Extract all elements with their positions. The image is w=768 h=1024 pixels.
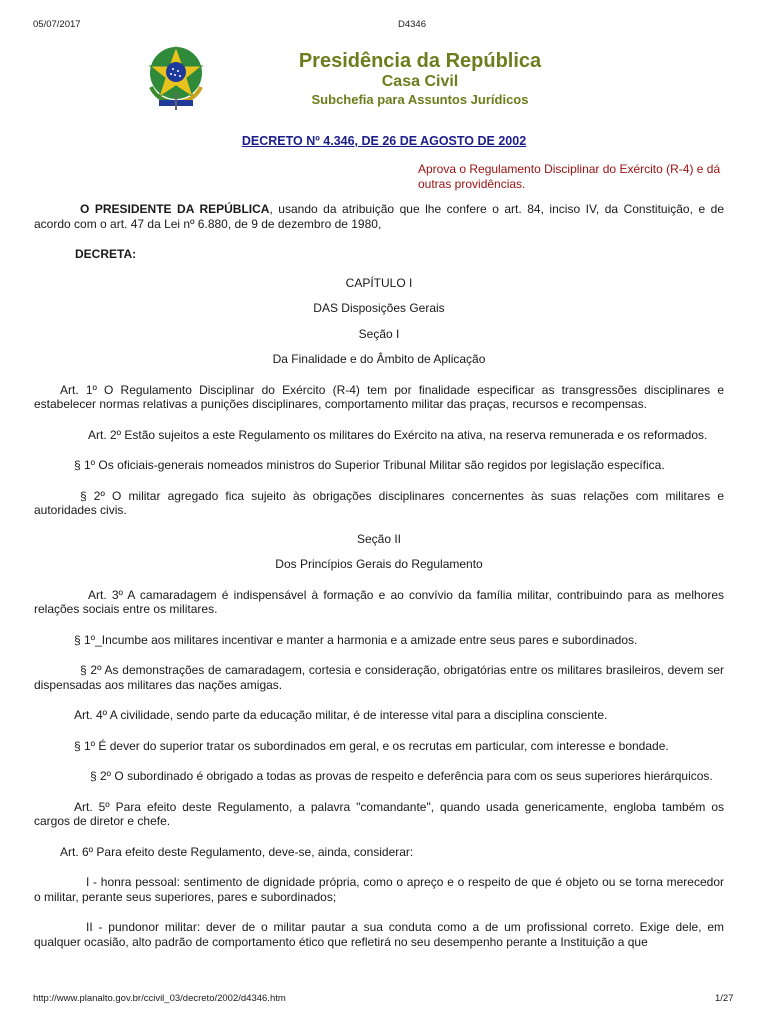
art-4-paragraph-2: § 2º O subordinado é obrigado a todas as provas de respeito e deferência para com os seus superiores hierárquicos.: [90, 769, 713, 783]
preamble-text: , usando da atribuição que lhe confere o art. 84, inciso IV, da Constituição, e de acordo com o art. 47 da Lei nº 6.880, de 9 de dezembro de 1980,: [34, 202, 724, 231]
art-6-item-i: I - honra pessoal: sentimento de dignidade própria, como o apreço e o respeito de que é objeto ou se torna merecedor o militar, perante seus superiores, pares e subordinados;: [34, 875, 724, 904]
section-1-heading: Seção I: [358, 326, 400, 341]
ementa: Aprova o Regulamento Disciplinar do Exército (R-4) e dá outras providências.: [418, 162, 721, 191]
print-page-number: 1/27: [715, 993, 734, 1004]
print-date: 05/07/2017: [33, 19, 81, 30]
chapter-title: DAS Disposições Gerais: [313, 301, 445, 315]
art-2-paragraph-2: § 2º O militar agregado fica sujeito às obrigações disciplinares concernentes às suas relações com militares e autoridades civis.: [34, 488, 724, 517]
art-3: Art. 3º A camaradagem é indispensável à formação e ao convívio da família militar, contribuindo para as melhores relações sociais entre os militares.: [34, 587, 724, 616]
print-url: http://www.planalto.gov.br/ccivil_03/decreto/2002/d4346.htm: [33, 993, 286, 1004]
art-3-paragraph-1: § 1º_Incumbe aos militares incentivar e manter a harmonia e a amizade entre seus pares e subordinados.: [74, 632, 638, 647]
preamble-bold: O PRESIDENTE DA REPÚBLICA: [80, 202, 270, 216]
subchefia-title: Subchefia para Assuntos Jurídicos: [311, 92, 529, 107]
decree-title-link[interactable]: DECRETO Nº 4.346, DE 26 DE AGOSTO DE 2002: [241, 134, 527, 148]
institution-header: [270, 50, 570, 108]
art-6: Art. 6º Para efeito deste Regulamento, deve-se, ainda, considerar:: [60, 844, 414, 859]
art-2-paragraph-1: § 1º Os oficiais-generais nomeados ministros do Superior Tribunal Militar são regidos por legislação específica.: [74, 458, 665, 472]
casa-civil-title: Casa Civil: [381, 73, 459, 90]
coat-of-arms-icon: [145, 42, 207, 112]
art-5: Art. 5º Para efeito deste Regulamento, a palavra "comandante", quando usada genericamente, engloba também os cargos de diretor e chefe.: [34, 799, 724, 828]
chapter-heading: CAPÍTULO I: [345, 275, 413, 290]
section-1-title: Da Finalidade e do Âmbito de Aplicação: [272, 352, 486, 366]
preamble: [34, 202, 724, 231]
art-1: Art. 1º O Regulamento Disciplinar do Exército (R-4) tem por finalidade especificar as transgressões disciplinares e estabelecer normas relativas a punições disciplinares, comportamento militar das praças, recursos e recompensas.: [34, 382, 724, 411]
decreta-label: DECRETA:: [75, 247, 137, 261]
print-doc-title: D4346: [398, 19, 426, 30]
art-4: Art. 4º A civilidade, sendo parte da educação militar, é de interesse vital para a disciplina consciente.: [74, 708, 608, 722]
section-2-title: Dos Princípios Gerais do Regulamento: [275, 557, 483, 571]
art-2: Art. 2º Estão sujeitos a este Regulamento os militares do Exército na ativa, na reserva remunerada e os reformados.: [88, 427, 708, 442]
decree-body: [34, 202, 724, 949]
section-2-heading: Seção II: [356, 531, 402, 546]
art-3-paragraph-2: § 2º As demonstrações de camaradagem, cortesia e consideração, obrigatórias entre os militares brasileiros, devem ser dispensadas aos militares das nações amigas.: [34, 663, 724, 692]
art-6-item-ii: II - pundonor militar: dever de o militar pautar a sua conduta como a de um profissional correto. Exige dele, em qualquer ocasião, alto padrão de comportamento ético que refletirá no seu desempenho perante a Instituição a que: [34, 920, 724, 949]
art-4-paragraph-1: § 1º É dever do superior tratar os subordinados em geral, e os recrutas em particular, com interesse e bondade.: [74, 738, 669, 753]
presidency-title: Presidência da República: [298, 50, 542, 72]
